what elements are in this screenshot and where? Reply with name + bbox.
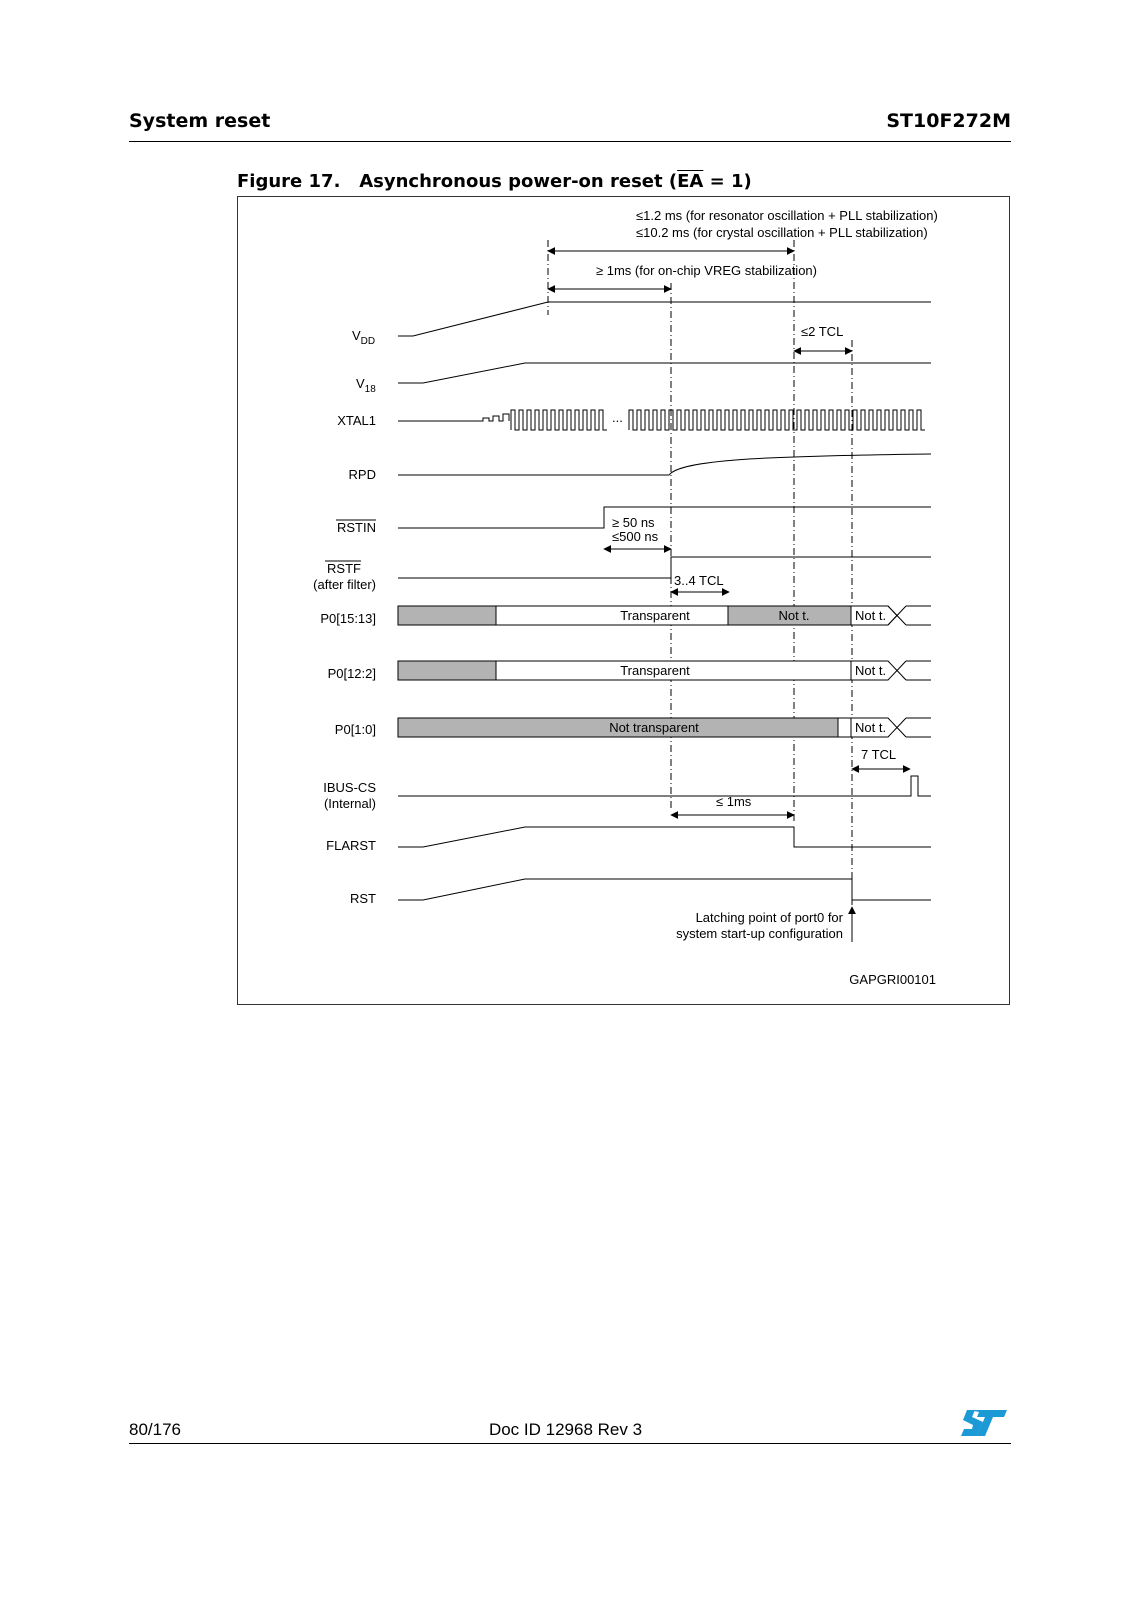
bus-p0-12-2-cross [897,661,906,680]
note-latch-line2: system start-up configuration [676,926,843,941]
signal-label-flarst: FLARST [326,838,376,853]
signal-label-rst: RST [350,891,376,906]
bus-p0-15-13-label-not-t-end: Not t. [855,608,887,623]
signal-label-ibus-cs: IBUS-CS [323,780,376,795]
note-ge-50ns: ≥ 50 ns [612,515,655,530]
bus-p0-1-0-gap [838,718,851,737]
signal-label-vdd [352,328,375,347]
waveform-xtal1-startup [398,414,509,421]
signal-label-rstf: RSTF [327,561,361,576]
bus-p0-15-13-transparent [496,606,728,625]
bus-p0-15-13-label-not-t: Not t. [778,608,810,623]
figure-title-suffix: = 1) [703,171,752,192]
waveform-xtal1-clock-b [629,410,925,430]
note-le-500ns: ≤500 ns [612,529,659,544]
v18-sub: 18 [364,384,376,395]
waveform-xtal1-clock-a [511,410,607,430]
doc-id: Doc ID 12968 Rev 3 [488,1420,643,1439]
bus-p0-15-13-label-transparent: Transparent [620,608,690,623]
figure-title-overline: $\overline{EA}$ [677,171,704,192]
product-name: ST10F272M [886,110,1011,132]
signal-label-p0-15-13: P0[15:13] [320,611,376,626]
signal-label-p0-12-2: P0[12:2] [327,666,376,681]
page-number: 80/176 [129,1420,181,1439]
signal-label-rpd: RPD [348,467,376,482]
note-three-four-tcl: 3..4 TCL [674,573,724,588]
bus-p0-1-0-label-not-transparent: Not transparent [609,720,699,735]
xtal1-ellipsis: ... [612,410,623,425]
note-two-tcl: ≤2 TCL [801,324,844,339]
waveform-v18 [398,363,931,383]
note-osc-resonator: ≤1.2 ms (for resonator oscillation + PLL stabilization) [636,208,938,223]
bus-p0-12-2-label-not-t-end: Not t. [855,663,887,678]
bus-p0-12-2-label-transparent: Transparent [620,663,690,678]
waveform-rpd [398,454,931,475]
bus-p0-12-2-shaded-start [398,661,496,680]
footer-rule [129,1443,1011,1444]
figure-title-prefix: Asynchronous power-on reset ( [359,171,678,192]
waveform-rst [398,879,931,900]
note-le-1ms: ≤ 1ms [716,794,752,809]
figure-code: GAPGRI00101 [849,972,936,987]
waveform-flarst [398,827,931,847]
signal-label-p0-1-0: P0[1:0] [334,722,376,737]
waveform-rstf [398,557,931,578]
bus-p0-1-0-cross [897,718,906,737]
signal-label-rstf-note: (after filter) [313,577,376,592]
bus-p0-1-0-label-not-t-end: Not t. [855,720,887,735]
bus-p0-15-13-cross-b [897,606,906,625]
note-latch-line1: Latching point of port0 for [695,910,843,925]
note-seven-tcl: 7 TCL [861,747,897,762]
waveform-rstin [398,507,931,528]
signal-label-xtal1: XTAL1 [337,413,376,428]
signal-label-v18 [356,376,376,395]
v18-base: V [356,376,365,391]
section-title: System reset [129,110,271,132]
vdd-base: V [352,328,361,343]
figure-label: Figure 17. [237,171,341,192]
signal-label-rstin: RSTIN [337,520,376,535]
st-logo-icon [961,1408,1007,1438]
bus-p0-15-13-shaded-start [398,606,496,625]
vdd-sub: DD [360,336,376,347]
note-osc-crystal: ≤10.2 ms (for crystal oscillation + PLL stabilization) [636,225,928,240]
waveform-vdd [398,302,931,336]
waveform-ibus-cs [398,776,931,796]
note-vreg: ≥ 1ms (for on-chip VREG stabilization) [596,263,817,278]
signal-label-ibus-note: (Internal) [323,796,376,811]
